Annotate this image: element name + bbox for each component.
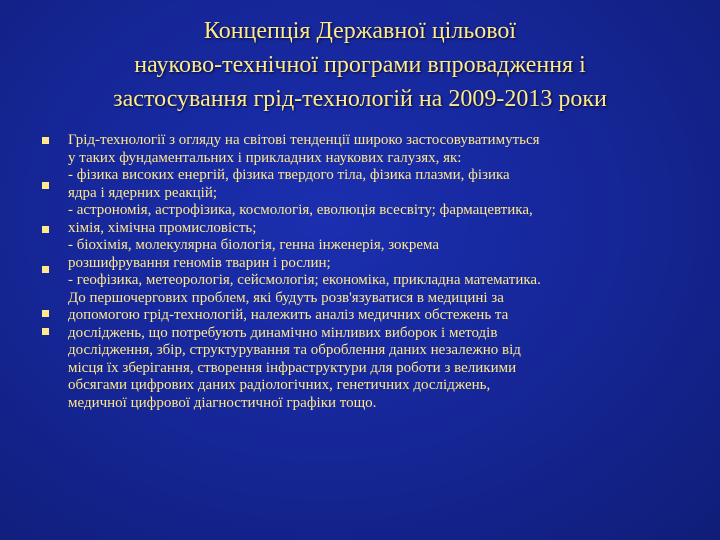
bullet-square-icon (42, 310, 49, 317)
body-line: медичної цифрової діагностичної графіки тощо. (68, 394, 377, 411)
body-line: - фізика високих енергій, фізика твердого тіла, фізика плазми, фізика (68, 167, 510, 183)
body-line: місця їх зберігання, створення інфраструктури для роботи з великими (68, 359, 517, 376)
title-line: застосування грід-технологій на 2009-2013 роки (113, 86, 607, 112)
body-line: Грід-технології з огляду на світові тенденції широко застосовуватимуться (68, 132, 540, 148)
body-line: у таких фундаментальних і прикладних наукових галузях, як: (68, 149, 462, 166)
slide-title (40, 14, 680, 116)
body-line: дослідження, збір, структурування та оброблення даних незалежно від (68, 342, 521, 358)
body-line: обсягами цифрових даних радіологічних, генетичних досліджень, (68, 377, 491, 393)
title-line: Концепція Державної цільової (203, 18, 517, 44)
bullet-square-icon (42, 266, 49, 273)
body-line: розшифрування геномів тварин і рослин; (68, 254, 331, 271)
body-line: хімія, хімічна промисловість; (68, 219, 257, 236)
body-line: - геофізика, метеорологія, сейсмологія; економіка, прикладна математика. (68, 272, 541, 288)
bullet-square-icon (42, 226, 49, 233)
body-line: ядра і ядерних реакцій; (68, 184, 218, 201)
body-line: досліджень, що потребують динамічно мінливих виборок і методів (68, 324, 498, 341)
body-line: - біохімія, молекулярна біологія, генна інженерія, зокрема (68, 237, 440, 253)
body-line: допомогою грід-технологій, належить аналіз медичних обстежень та (68, 307, 509, 323)
bullet-square-icon (42, 137, 49, 144)
bullet-square-icon (42, 182, 49, 189)
body-line: До першочергових проблем, які будуть розв'язуватися в медицині за (68, 289, 504, 306)
body-text (68, 132, 702, 412)
title-line: науково-технічної програми впровадження і (134, 52, 586, 78)
body-line: - астрономія, астрофізика, космологія, еволюція всесвіту; фармацевтика, (68, 202, 533, 218)
bullet-square-icon (42, 328, 49, 335)
